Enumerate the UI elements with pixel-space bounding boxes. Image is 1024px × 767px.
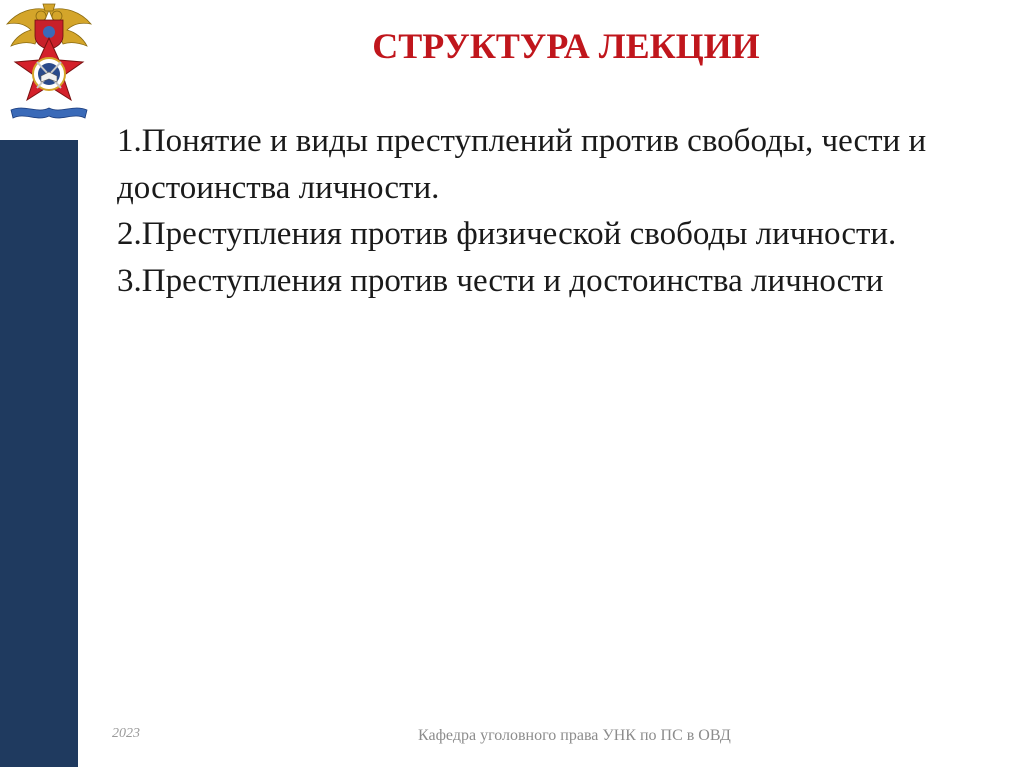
- lecture-outline: [117, 118, 997, 304]
- outline-item: 3.Преступления против чести и достоинства личности: [117, 262, 884, 299]
- outline-item: 1.Понятие и виды преступлений против свободы, чести и достоинства личности.: [117, 123, 927, 206]
- side-bar: [0, 140, 78, 767]
- outline-item: 2.Преступления против физической свободы личности.: [117, 216, 897, 252]
- slide-title: СТРУКТУРА ЛЕКЦИИ: [372, 26, 760, 66]
- footer-department: Кафедра уголовного права УНК по ПС в ОВД: [418, 727, 731, 744]
- footer-year: 2023: [112, 726, 140, 741]
